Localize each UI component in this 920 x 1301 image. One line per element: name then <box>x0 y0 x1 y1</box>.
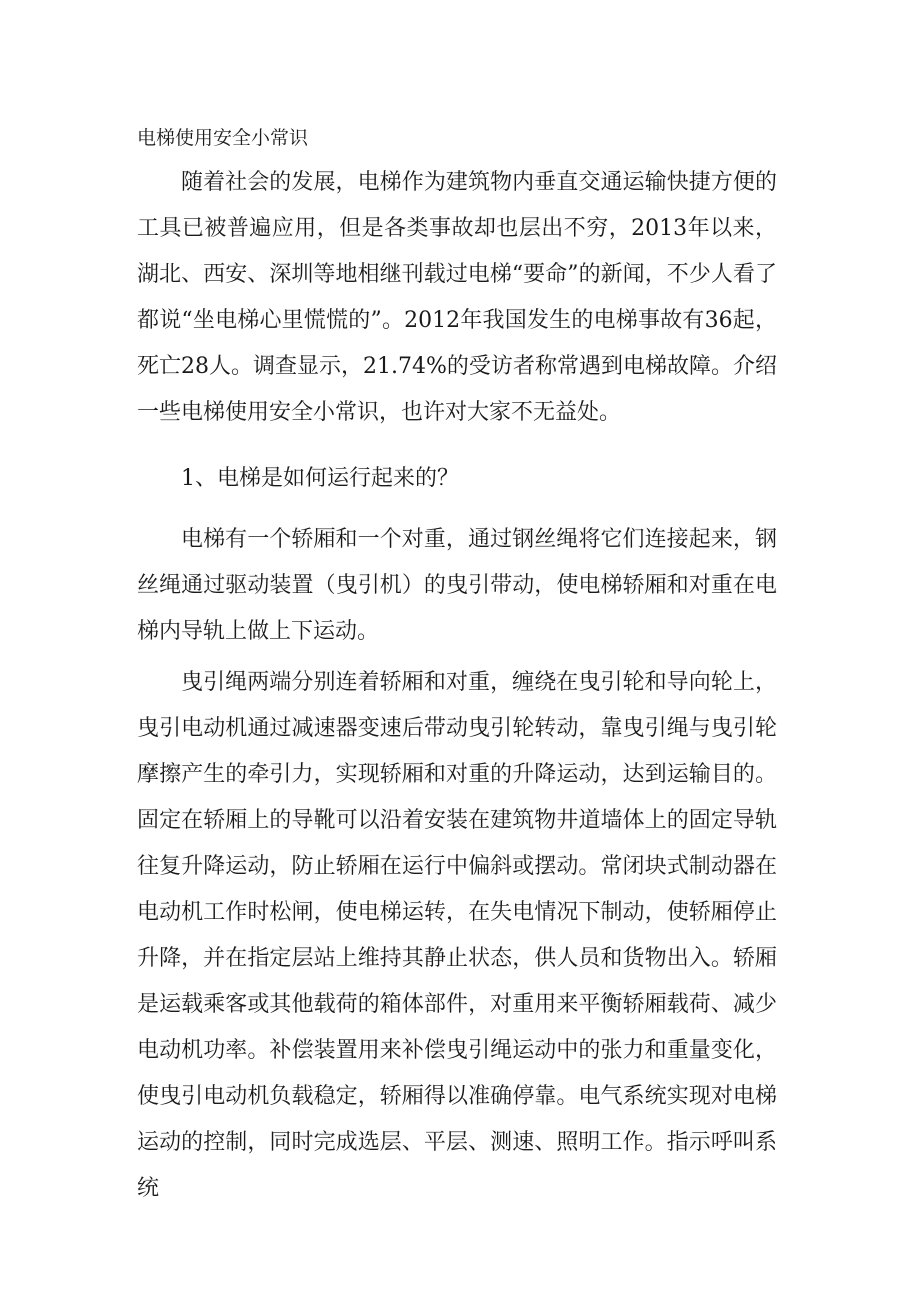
document-title: 电梯使用安全小常识 <box>137 127 309 149</box>
body-paragraph: 电梯有一个轿厢和一个对重，通过钢丝绳将它们连接起来，钢丝绳通过驱动装置（曳引机）的曳引带动，使电梯轿厢和对重在电梯内导轨上做上下运动。 <box>137 527 777 644</box>
intro-paragraph: 随着社会的发展，电梯作为建筑物内垂直交通运输快捷方便的工具已被普遍应用，但是各类事故却也层出不穷，2013年以来，湖北、西安、深圳等地相继刊载过电梯“要命”的新闻，不少人看了都说“坐电梯心里慌慌的”。2012年我国发生的电梯事故有36起，死亡28人。调查显示，21.74%的受访者称常遇到电梯故障。介绍一些电梯使用安全小常识，也许对大家不无益处。 <box>137 170 777 425</box>
body-paragraph: 曳引绳两端分别连着轿厢和对重，缠绕在曳引轮和导向轮上，曳引电动机通过减速器变速后带动曳引轮转动，靠曳引绳与曳引轮摩擦产生的牵引力，实现轿厢和对重的升降运动，达到运输目的。固定在轿厢上的导靴可以沿着安装在建筑物井道墙体上的固定导轨往复升降运动，防止轿厢在运行中偏斜或摆动。常闭块式制动器在电动机工作时松闸，使电梯运转，在失电情况下制动，使轿厢停止升降，并在指定层站上维持其静止状态，供人员和货物出入。轿厢是运载乘客或其他载荷的箱体部件，对重用来平衡轿厢载荷、减少电动机功率。补偿装置用来补偿曳引绳运动中的张力和重量变化，使曳引电动机负载稳定，轿厢得以准确停靠。电气系统实现对电梯运动的控制，同时完成选层、平层、测速、照明工作。指示呼叫系统 <box>137 670 777 1201</box>
section-heading: 1、电梯是如何运行起来的？ <box>181 466 459 491</box>
